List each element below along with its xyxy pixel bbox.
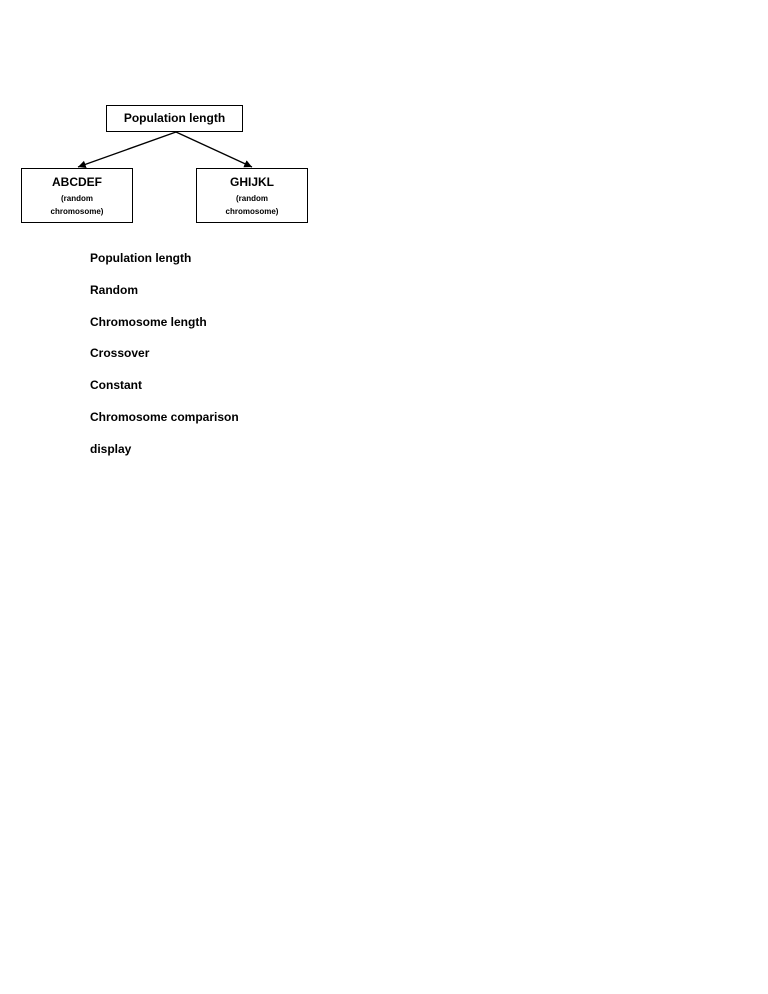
child-node-left-note-line2: chromosome) [50, 207, 104, 216]
list-item-constant: Constant [90, 378, 142, 393]
arrow-to-right-child [176, 132, 252, 167]
child-node-left [21, 168, 133, 223]
module-list [90, 250, 239, 473]
child-node-right-note [197, 192, 307, 218]
child-node-left-label: ABCDEF [52, 175, 102, 189]
child-node-right-note-line1: (random [236, 194, 268, 203]
list-item-chromosome-length: Chromosome length [90, 314, 207, 329]
list-item-random: Random [90, 282, 138, 297]
list-item-chromosome-comparison: Chromosome comparison [90, 409, 239, 424]
arrow-to-left-child [78, 132, 176, 167]
root-node [106, 105, 243, 132]
child-node-left-note-line1: (random [61, 194, 93, 203]
list-item-crossover: Crossover [90, 346, 150, 361]
child-node-left-note [22, 192, 132, 218]
child-node-right [196, 168, 308, 223]
root-node-label: Population length [123, 111, 226, 125]
list-item-display: display [90, 441, 132, 456]
child-node-right-label: GHIJKL [229, 175, 274, 189]
child-node-right-note-line2: chromosome) [225, 207, 279, 216]
list-item-population-length: Population length [90, 251, 192, 265]
